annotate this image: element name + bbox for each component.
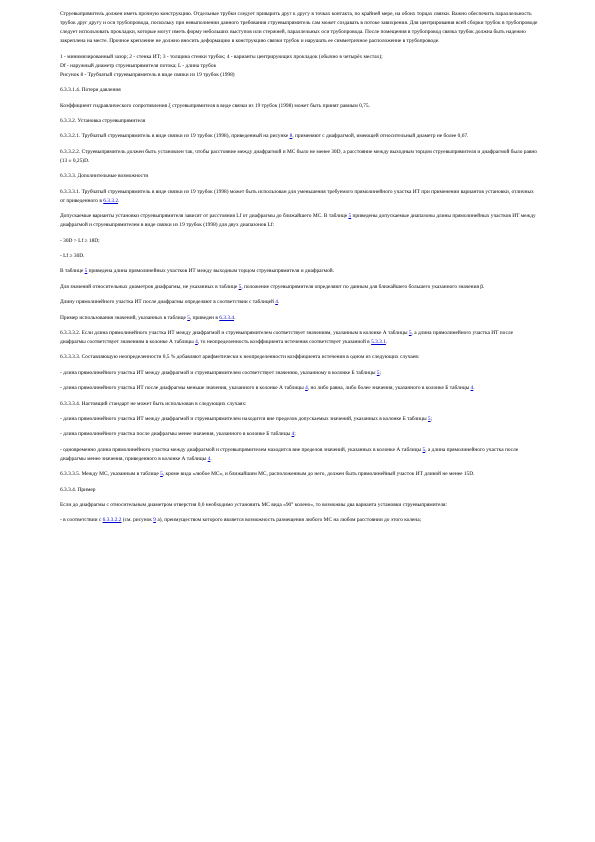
paragraph-legend-1 xyxy=(60,53,540,62)
text-run: 6.3.3.3.2. Если длина прямолинейного участка ИТ между диафрагмой и струевыпрямителем соответствует значениям, указанным в колонке А таблицы xyxy=(60,330,409,336)
reference-link[interactable]: 5 xyxy=(348,213,352,220)
paragraph-p-6-3-3-1-4-text xyxy=(60,102,540,111)
text-run: 6.3.3.3.4. Настоящий стандарт не может быть использован в следующих случаях: xyxy=(60,400,247,407)
text-run: Длину прямолинейного участка ИТ после диафрагмы определяют в соответствии с таблицей xyxy=(60,299,276,306)
paragraph-p-6-3-3-3-5 xyxy=(60,470,540,479)
text-run: Для значений относительных диаметров диафрагмы, не указанных в таблице xyxy=(60,283,239,290)
text-run: , а длина прямолинейного участка ИТ после диафрагмы соответствует значениям в колонке А таблицы xyxy=(60,330,513,346)
text-run: , положение струевыпрямителя определяют по данным для ближайшего большего указанного значения β. xyxy=(241,283,485,290)
paragraph-p-downstream xyxy=(60,298,540,307)
paragraph-p-excl-1 xyxy=(60,415,540,424)
paragraph-p-case-a xyxy=(60,369,540,378)
text-run: 6.3.3.1.4. Потери давления xyxy=(60,87,121,94)
paragraph-p-case-b xyxy=(60,384,540,393)
text-run: . xyxy=(234,314,236,321)
text-run: Рисунок 8 - Трубчатый струевыпрямитель в виде связки из 19 трубок (1998) xyxy=(60,71,235,78)
reference-link[interactable]: 4 xyxy=(275,299,278,306)
paragraph-figure-caption xyxy=(60,71,540,80)
text-run: 6.3.3.3.1. Трубчатый струевыпрямитель в виде связки из 19 трубок (1998) может быть использован для уменьшения требуемого прямолинейного участка ИТ при применении вариантов установки, отличных от приведенного в xyxy=(60,188,534,204)
text-run: В таблице xyxy=(60,268,85,275)
paragraph-p-6-3-3-3-4 xyxy=(60,400,540,409)
reference-link[interactable]: 5 xyxy=(427,416,431,423)
text-run: - в соответствии с xyxy=(60,517,103,524)
text-run: - длина прямолинейного участка ИТ между диафрагмой и струевыпрямителем находится вне пределов допускаемых значений, указанных в колонке Б таблицы xyxy=(60,416,428,423)
paragraph-p-range-2 xyxy=(60,252,540,261)
paragraph-p-6-3-3-3-3 xyxy=(60,353,540,362)
text-run: - Lf ≥ 30D. xyxy=(60,253,85,260)
paragraph-p-range-1 xyxy=(60,237,540,246)
reference-link[interactable]: 8 xyxy=(289,133,293,140)
text-run: 6.3.3.4. Пример xyxy=(60,486,96,493)
reference-link[interactable]: 5 xyxy=(187,314,190,321)
text-run: - длина прямолинейного участка после диафрагмы менее значения, указанного в колонке Б таблицы xyxy=(60,431,292,438)
text-run: 6.3.3.3.3. Составляющую неопределенности 0,5 % добавляют арифметически к неопределенности коэффициента истечения в одном из следующих случаев: xyxy=(60,354,420,361)
paragraph-legend-2 xyxy=(60,62,540,71)
text-run: - 30D > Lf ≥ 18D; xyxy=(60,237,100,244)
text-run: Df - наружный диаметр струевыпрямителя потока; L - длина трубок xyxy=(60,62,217,69)
text-run: Пример использования значений, указанных в таблице xyxy=(60,314,188,321)
reference-link[interactable]: 5.3.3.1 xyxy=(371,339,386,346)
paragraph-p-example-a xyxy=(60,516,540,525)
document-page xyxy=(60,10,540,532)
paragraph-p-excl-2 xyxy=(60,430,540,439)
text-run: Если до диафрагмы с относительным диаметром отверстия 0,6 необходимо установить МС вида «90° колено», то возможны два варианта установки струевыпрямителя: xyxy=(60,502,448,509)
text-run: , применяют с диафрагмой, имеющей относительный диаметр не более 0,67. xyxy=(292,133,469,140)
text-run: . xyxy=(385,339,388,346)
text-run: приведены допускаемые диапазоны длины прямолинейных участков ИТ между диафрагмой и струевыпрямителем в виде связки из 19 трубок (1998) для двух диапазонов Lf: xyxy=(60,213,536,229)
paragraph-p-excl-3 xyxy=(60,446,540,464)
reference-link[interactable]: 5 xyxy=(376,369,380,376)
text-run: ; xyxy=(294,431,296,438)
paragraph-heading-6-3-3-3 xyxy=(60,172,540,181)
text-run: 6.3.3.2.1. Трубчатый струевыпрямитель в виде связки из 19 трубок (1998), приведенный на рисунке xyxy=(60,133,290,140)
text-run: . xyxy=(277,299,280,306)
reference-link[interactable]: 5 xyxy=(422,446,426,453)
text-run: - длина прямолинейного участка ИТ между диафрагмой и струевыпрямителем соответствует значению, указанному в колонке Б таблицы xyxy=(60,369,377,376)
text-run: - одновременно длина прямолинейного участка между диафрагмой и струевыпрямителем находится вне пределов значений, указанных в колонке А таблицы xyxy=(60,446,423,453)
reference-link[interactable]: 6.3.3.2 xyxy=(103,197,119,204)
text-run: Допускаемые варианты установки струевыпрямителя зависят от расстояния Lf от диафрагмы до ближайшего МС. В таблице xyxy=(60,213,349,220)
reference-link[interactable]: 5 xyxy=(408,330,412,336)
reference-link[interactable]: 9 xyxy=(153,517,156,524)
paragraph-p-example-ref xyxy=(60,314,540,323)
paragraph-heading-6-3-3-4 xyxy=(60,486,540,495)
reference-link[interactable]: 6.3.3.4 xyxy=(219,314,235,321)
text-run: 6.3.3.3. Дополнительные возможности xyxy=(60,173,149,180)
text-run: Коэффициент гидравлического сопротивления ξ струевыпрямителя в виде связки из 19 трубок (1998) может быть принят равным 0,75. xyxy=(60,102,370,109)
reference-link[interactable]: 4 xyxy=(207,455,211,462)
text-run: ; xyxy=(430,416,433,423)
reference-link[interactable]: 5 xyxy=(238,283,242,290)
text-run: Струевыпрямитель должен иметь прочную конструкцию. Отдельные трубки следует приварить друг к другу в точках контакта, по крайней мере, на обоих торцах связки. Важно обеспечить параллельность трубок друг другу и оси трубопровода, поскольку при невыполнении данного требования струевыпрямитель сам может создавать в потоке завихрения. Для центрирования всей сборки трубок в трубопроводе следует использовать прокладки, которые могут иметь форму небольших выступов или стержней, параллельных оси трубопровода. После помещения в трубопровод связка трубок должна быть надежно закреплена на месте. Прочное крепление не должно вносить деформацию в конструкцию связки трубок и нарушать ее симметричное расположение в трубопроводе. xyxy=(60,11,538,45)
reference-link[interactable]: 4 xyxy=(291,431,295,438)
paragraph-heading-6-3-3-1-4 xyxy=(60,86,540,95)
paragraph-p-options xyxy=(60,212,540,230)
text-run: 6.3.3.3.5. Между МС, указанным в таблице xyxy=(60,471,161,478)
text-run: . xyxy=(118,197,120,204)
reference-link[interactable]: 4 xyxy=(195,339,198,346)
text-run: 1 - минимизированный зазор; 2 - стенка ИТ; 3 - толщина стенки трубок; 4 - варианты центрирующих прокладок (обычно в четырёх местах); xyxy=(60,53,383,60)
reference-link[interactable]: 5 xyxy=(160,471,163,478)
paragraph-p-table5-lengths xyxy=(60,267,540,276)
text-run: ; xyxy=(379,369,381,376)
paragraph-p-6-3-3-3-2 xyxy=(60,329,540,347)
text-run: 6.3.3.2. Установка струевыпрямителя xyxy=(60,118,146,125)
paragraph-p-6-3-3-2-1 xyxy=(60,132,540,141)
text-run: , кроме вида «любое МС», и ближайшим МС, расположенным до него, должен быть прямолинейный участок ИТ длиной не менее 15D. xyxy=(162,471,475,478)
reference-link[interactable]: 6.3.3.2.2 xyxy=(102,517,122,524)
reference-link[interactable]: 4 xyxy=(305,385,308,392)
text-run: , но либо равна, либо более значения, указанного в колонке Б таблицы xyxy=(307,385,471,392)
text-run: , приведен в xyxy=(189,314,220,321)
paragraph-p-example xyxy=(60,501,540,510)
reference-link[interactable]: 5 xyxy=(84,268,88,275)
paragraph-p-other-diameters xyxy=(60,283,540,292)
text-run: , то неопределенность коэффициента истечения соответствует указанной в xyxy=(197,339,372,346)
text-run: (см. рисунок xyxy=(121,517,154,524)
paragraph-heading-6-3-3-2 xyxy=(60,117,540,126)
text-run: . xyxy=(210,455,212,462)
text-run: 6.3.3.2.2. Струевыпрямитель должен быть установлен так, чтобы расстояние между диафрагмой и МС было не менее 30D, а расстояние между выходным торцом струевыпрямителя и диафрагмой было равно (13 ± 0,25)D. xyxy=(60,148,537,164)
paragraph-p-6-3-3-2-2 xyxy=(60,148,540,166)
text-run: - длина прямолинейного участка ИТ после диафрагмы меньше значения, указанного в колонке А таблицы xyxy=(60,385,306,392)
paragraph-intro xyxy=(60,10,540,46)
text-run: , а длина прямолинейного участка после диафрагмы менее значения, приведенного в колонке А таблицы xyxy=(60,446,519,462)
reference-link[interactable]: 4 xyxy=(470,385,474,392)
text-run: а), преимуществом которого является возможность размещения любого МС на любом расстоянии до этого колена; xyxy=(155,517,422,524)
text-run: . xyxy=(473,385,475,392)
text-run: приведена длина прямолинейных участков ИТ между выходным торцом струевыпрямителя и диафрагмой. xyxy=(87,268,335,275)
paragraph-p-6-3-3-3-1 xyxy=(60,188,540,206)
